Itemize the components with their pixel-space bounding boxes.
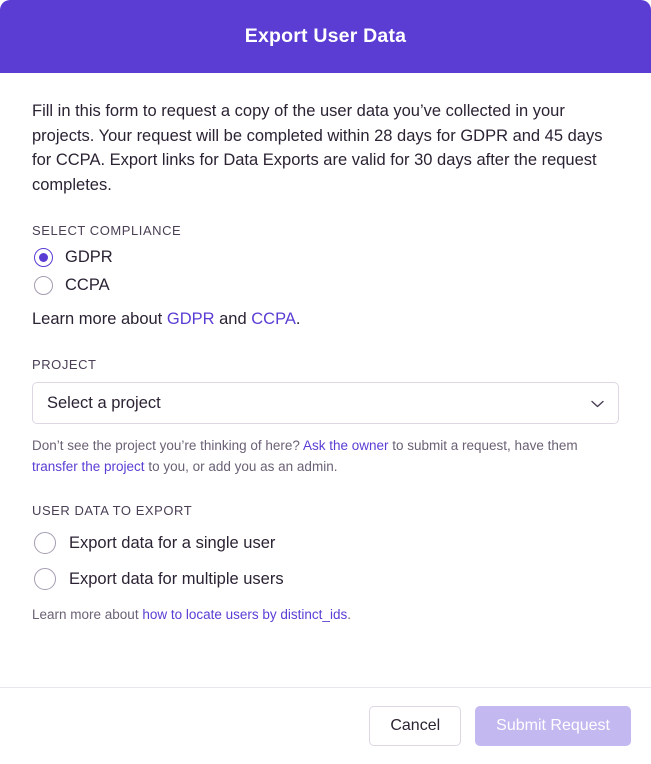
user-data-section-label: USER DATA TO EXPORT (32, 503, 193, 518)
radio-option-ccpa[interactable] (34, 276, 619, 295)
modal-body (0, 73, 651, 687)
chevron-down-icon (591, 397, 604, 410)
modal-footer (0, 687, 651, 764)
project-note-part1: Don’t see the project you’re thinking of here? (32, 438, 300, 453)
link-ccpa[interactable]: CCPA (251, 310, 296, 328)
radio-option-gdpr[interactable] (34, 248, 619, 267)
project-section-label: PROJECT (32, 357, 97, 372)
project-select[interactable] (32, 382, 619, 424)
learn-more-conjunction: and (219, 310, 247, 328)
compliance-section-label: SELECT COMPLIANCE (32, 223, 182, 238)
page-title: Export User Data (244, 25, 407, 47)
project-select-value: Select a project (47, 393, 161, 412)
project-note-part2: to submit a request, have them (392, 438, 578, 453)
intro-text: Fill in this form to request a copy of the user data you’ve collected in your projects. Your request will be completed within 28 days for GDPR and 45 days for CCPA. Export links for Data Exports are valid for 30 days after the request completes. (32, 102, 603, 194)
radio-label-single-user: Export data for a single user (69, 533, 276, 552)
user-data-note-prefix: Learn more about (32, 607, 139, 622)
radio-option-single-user[interactable] (34, 532, 619, 554)
modal-header (0, 0, 651, 73)
radio-icon-ccpa[interactable] (34, 276, 53, 295)
user-data-note (32, 604, 607, 625)
compliance-learn-more (32, 307, 619, 331)
radio-icon-gdpr[interactable] (34, 248, 53, 267)
radio-label-ccpa: CCPA (65, 276, 110, 294)
radio-label-gdpr: GDPR (65, 248, 113, 266)
link-transfer-the-project[interactable]: transfer the project (32, 459, 145, 474)
link-locate-users[interactable]: how to locate users by distinct_ids (142, 607, 348, 622)
cancel-button[interactable]: Cancel (369, 706, 461, 746)
project-select-wrap (32, 382, 619, 424)
link-gdpr[interactable]: GDPR (166, 310, 215, 328)
submit-request-button[interactable]: Submit Request (475, 706, 631, 746)
project-note-part3: to you, or add you as an admin. (148, 459, 338, 474)
learn-more-suffix: . (295, 310, 301, 328)
radio-option-multiple-users[interactable] (34, 568, 619, 590)
radio-icon-single-user[interactable] (34, 532, 56, 554)
radio-icon-multiple-users[interactable] (34, 568, 56, 590)
project-note (32, 435, 607, 477)
link-ask-the-owner[interactable]: Ask the owner (302, 438, 389, 453)
radio-label-multiple-users: Export data for multiple users (69, 569, 284, 588)
user-data-note-suffix: . (347, 607, 351, 622)
learn-more-prefix: Learn more about (32, 310, 163, 328)
